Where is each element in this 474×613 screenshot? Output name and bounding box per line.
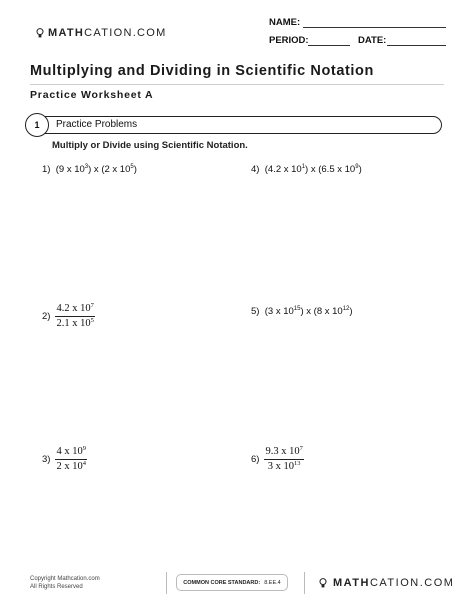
standard-label: COMMON CORE STANDARD: (183, 579, 261, 586)
problem-number: 2) (42, 311, 51, 323)
problem-3 (42, 446, 87, 473)
period-label: PERIOD: (269, 35, 309, 46)
problem-number: 3) (42, 454, 51, 466)
section-number-badge: 1 (25, 113, 49, 137)
copyright-line: Copyright Mathcation.com (30, 576, 100, 582)
problem-number: 5) (251, 306, 260, 317)
numerator-base: 9.3 x 10 (265, 446, 300, 457)
denominator-base: 3 x 10 (267, 461, 295, 472)
exponent: 4 (82, 460, 86, 467)
lightbulb-icon (319, 578, 327, 588)
logo-rest-text: CATION.COM (84, 27, 167, 39)
footer-logo (319, 577, 454, 589)
name-label: NAME: (269, 17, 301, 28)
exponent: 5 (90, 317, 94, 324)
name-field[interactable] (303, 27, 446, 28)
numerator (55, 303, 94, 317)
logo-rest-text: CATION.COM (369, 577, 455, 589)
exponent: 3 (84, 164, 89, 170)
denominator (55, 460, 87, 473)
term: (4.2 x 10 (264, 164, 302, 175)
exponent: 5 (130, 164, 134, 170)
date-label: DATE: (358, 35, 387, 46)
numerator (55, 446, 87, 460)
term: ) (133, 164, 137, 175)
fraction (264, 446, 303, 473)
problem-number: 4) (251, 164, 260, 175)
term: (9 x 10 (55, 164, 85, 175)
exponent: 1 (301, 164, 306, 170)
exponent: 7 (90, 302, 94, 309)
logo-bold-text: MATH (333, 577, 370, 589)
numerator-base: 4.2 x 10 (56, 303, 91, 314)
denominator-base: 2.1 x 10 (56, 318, 91, 329)
term: (3 x 10 (264, 306, 294, 317)
denominator (55, 317, 94, 330)
common-core-standard-box (176, 574, 288, 591)
footer-divider (304, 572, 305, 594)
lightbulb-icon (36, 28, 44, 38)
numerator (264, 446, 303, 460)
copyright (30, 575, 100, 591)
denominator (267, 460, 302, 473)
term: ) x (2 x 10 (88, 164, 131, 175)
problem-number: 1) (42, 164, 51, 175)
rights-line: All Rights Reserved (30, 584, 83, 590)
term: ) (358, 164, 362, 175)
instructions: Multiply or Divide using Scientific Notation. (52, 140, 248, 151)
problem-number: 6) (251, 454, 260, 466)
footer-divider (166, 572, 167, 594)
exponent: 13 (294, 460, 301, 467)
fraction (55, 446, 87, 473)
section-title: Practice Problems (56, 119, 138, 130)
date-field[interactable] (387, 45, 446, 46)
problem-2 (42, 303, 95, 330)
denominator-base: 2 x 10 (56, 461, 83, 472)
worksheet-title: Multiplying and Dividing in Scientific Notation (30, 63, 374, 79)
standard-code: 8.EE.4 (264, 579, 281, 586)
exponent: 9 (355, 164, 359, 170)
term: ) (349, 306, 353, 317)
exponent: 12 (342, 306, 350, 312)
worksheet-subtitle: Practice Worksheet A (30, 89, 154, 101)
logo-bold-text: MATH (48, 27, 85, 39)
problem-1 (42, 164, 137, 175)
term: ) x (8 x 10 (300, 306, 343, 317)
fraction (55, 303, 94, 330)
period-field[interactable] (308, 45, 350, 46)
problem-5 (251, 306, 353, 317)
problem-4 (251, 164, 362, 175)
title-divider (30, 84, 444, 85)
exponent: 15 (293, 306, 301, 312)
numerator-base: 4 x 10 (56, 446, 83, 457)
problem-6 (251, 446, 304, 473)
exponent: 9 (82, 445, 86, 452)
mathcation-logo (36, 27, 167, 39)
term: ) x (6.5 x 10 (305, 164, 356, 175)
exponent: 7 (299, 445, 303, 452)
